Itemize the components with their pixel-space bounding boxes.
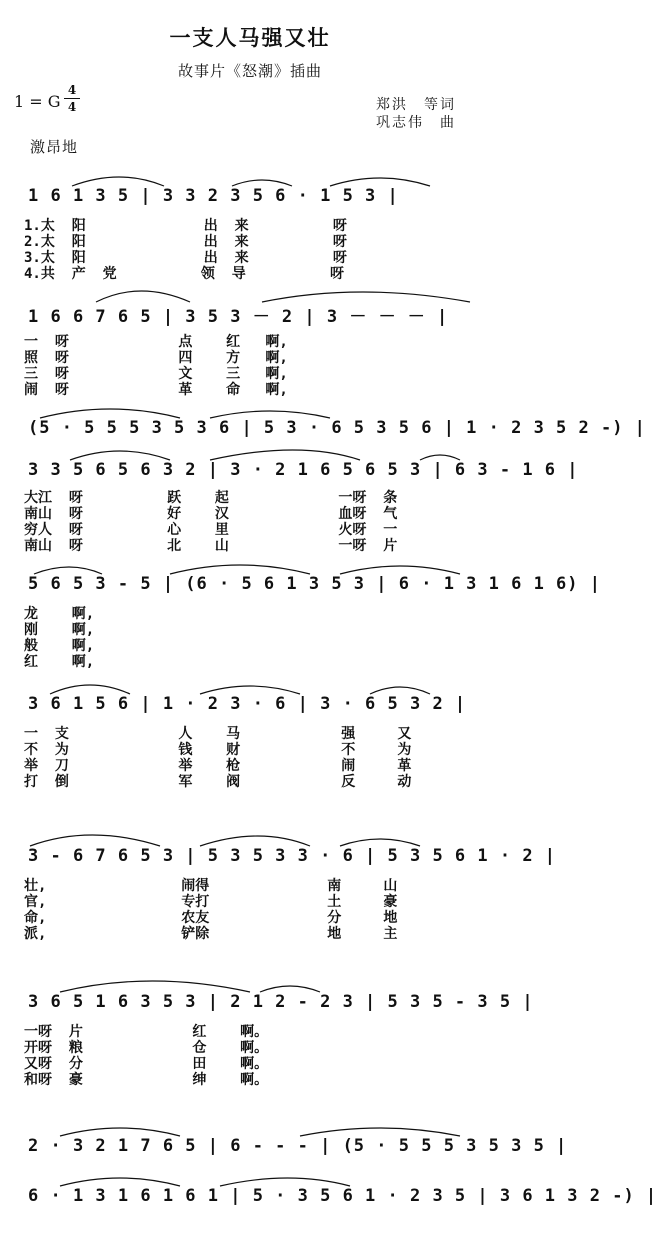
system-8-lyric-1: 一呀 片 红 啊。 bbox=[24, 1024, 269, 1040]
system-10-notes: 6 · 1 3 1 6 1 6 1 | 5 · 3 5 6 1 · 2 3 5 | 3 6 1 3 2 -) | bbox=[28, 1186, 657, 1206]
system-1-notes: 1 6 1 3 5 | 3 3 2 3 5 6 · 1 5 3 | bbox=[28, 186, 399, 206]
system-5-lyric-3: 般 啊, bbox=[24, 638, 95, 654]
system-5-lyric-2: 刚 啊, bbox=[24, 622, 95, 638]
time-signature-top: 4 bbox=[67, 83, 77, 97]
system-1-lyric-4: 4.共 产 党 领 导 呀 bbox=[24, 266, 345, 282]
key-signature: 1 = G bbox=[14, 92, 61, 111]
tempo-marking: 激昂地 bbox=[30, 138, 79, 156]
system-2-lyric-2: 照 呀 四 方 啊, bbox=[24, 350, 288, 366]
system-5-notes: 5 6 5 3 - 5 | (6 · 5 6 1 3 5 3 | 6 · 1 3 1 6 1 6) | bbox=[28, 574, 601, 594]
system-8-lyric-4: 和呀 豪 绅 啊。 bbox=[24, 1072, 269, 1088]
system-8-lyric-3: 又呀 分 田 啊。 bbox=[24, 1056, 269, 1072]
song-title: 一支人马强又壮 bbox=[169, 25, 331, 50]
system-4-lyric-1: 大江 呀 跃 起 一呀 条 bbox=[24, 490, 398, 506]
system-7-lyric-1: 壮, 闹得 南 山 bbox=[24, 878, 398, 894]
system-6-lyric-1: 一 支 人 马 强 又 bbox=[24, 726, 412, 742]
system-9-notes: 2 · 3 2 1 7 6 5 | 6 - - - | (5 · 5 5 5 3 5 3 5 | bbox=[28, 1136, 568, 1156]
system-6-lyric-2: 不 为 钱 财 不 为 bbox=[24, 742, 412, 758]
system-7-lyric-4: 派, 铲除 地 主 bbox=[24, 926, 398, 942]
system-4-lyric-2: 南山 呀 好 汉 血呀 气 bbox=[24, 506, 398, 522]
time-signature-bottom: 4 bbox=[64, 98, 80, 115]
time-signature bbox=[64, 82, 80, 115]
system-7-lyric-2: 官, 专打 土 豪 bbox=[24, 894, 398, 910]
system-5-lyric-1: 龙 啊, bbox=[24, 606, 95, 622]
system-4-notes: 3 3 5 6 5 6 3 2 | 3 · 2 1 6 5 6 5 3 | 6 3 - 1 6 | bbox=[28, 460, 579, 480]
system-3-notes: (5 · 5 5 5 3 5 3 6 | 5 3 · 6 5 3 5 6 | 1 · 2 3 5 2 -) | bbox=[28, 418, 646, 438]
system-2-lyric-4: 闹 呀 革 命 啊, bbox=[24, 382, 288, 398]
system-4-lyric-3: 穷人 呀 心 里 火呀 一 bbox=[24, 522, 398, 538]
system-1-lyric-1: 1.太 阳 出 来 呀 bbox=[24, 218, 347, 234]
system-6-notes: 3 6 1 5 6 | 1 · 2 3 · 6 | 3 · 6 5 3 2 | bbox=[28, 694, 467, 714]
song-subtitle: 故事片《怒潮》插曲 bbox=[177, 62, 322, 80]
system-1-lyric-3: 3.太 阳 出 来 呀 bbox=[24, 250, 347, 266]
system-5-lyric-4: 红 啊, bbox=[24, 654, 95, 670]
system-2-notes: 1 6 6 7 6 5 | 3 5 3 － 2 | 3 － － － | bbox=[28, 307, 449, 327]
lyricist-credit: 郑洪 等词 bbox=[376, 97, 456, 113]
system-4-lyric-4: 南山 呀 北 山 一呀 片 bbox=[24, 538, 398, 554]
system-8-lyric-2: 开呀 粮 仓 啊。 bbox=[24, 1040, 269, 1056]
system-6-lyric-4: 打 倒 军 阀 反 动 bbox=[24, 774, 412, 790]
system-2-lyric-3: 三 呀 文 三 啊, bbox=[24, 366, 288, 382]
system-2-lyric-1: 一 呀 点 红 啊, bbox=[24, 334, 288, 350]
system-7-lyric-3: 命, 农友 分 地 bbox=[24, 910, 398, 926]
system-6-lyric-3: 举 刀 举 枪 闹 革 bbox=[24, 758, 412, 774]
system-8-notes: 3 6 5 1 6 3 5 3 | 2 1 2 - 2 3 | 5 3 5 - 3 5 | bbox=[28, 992, 534, 1012]
system-7-notes: 3 - 6 7 6 5 3 | 5 3 5 3 3 · 6 | 5 3 5 6 1 · 2 | bbox=[28, 846, 557, 866]
system-1-lyric-2: 2.太 阳 出 来 呀 bbox=[24, 234, 347, 250]
composer-credit: 巩志伟 曲 bbox=[376, 115, 456, 131]
